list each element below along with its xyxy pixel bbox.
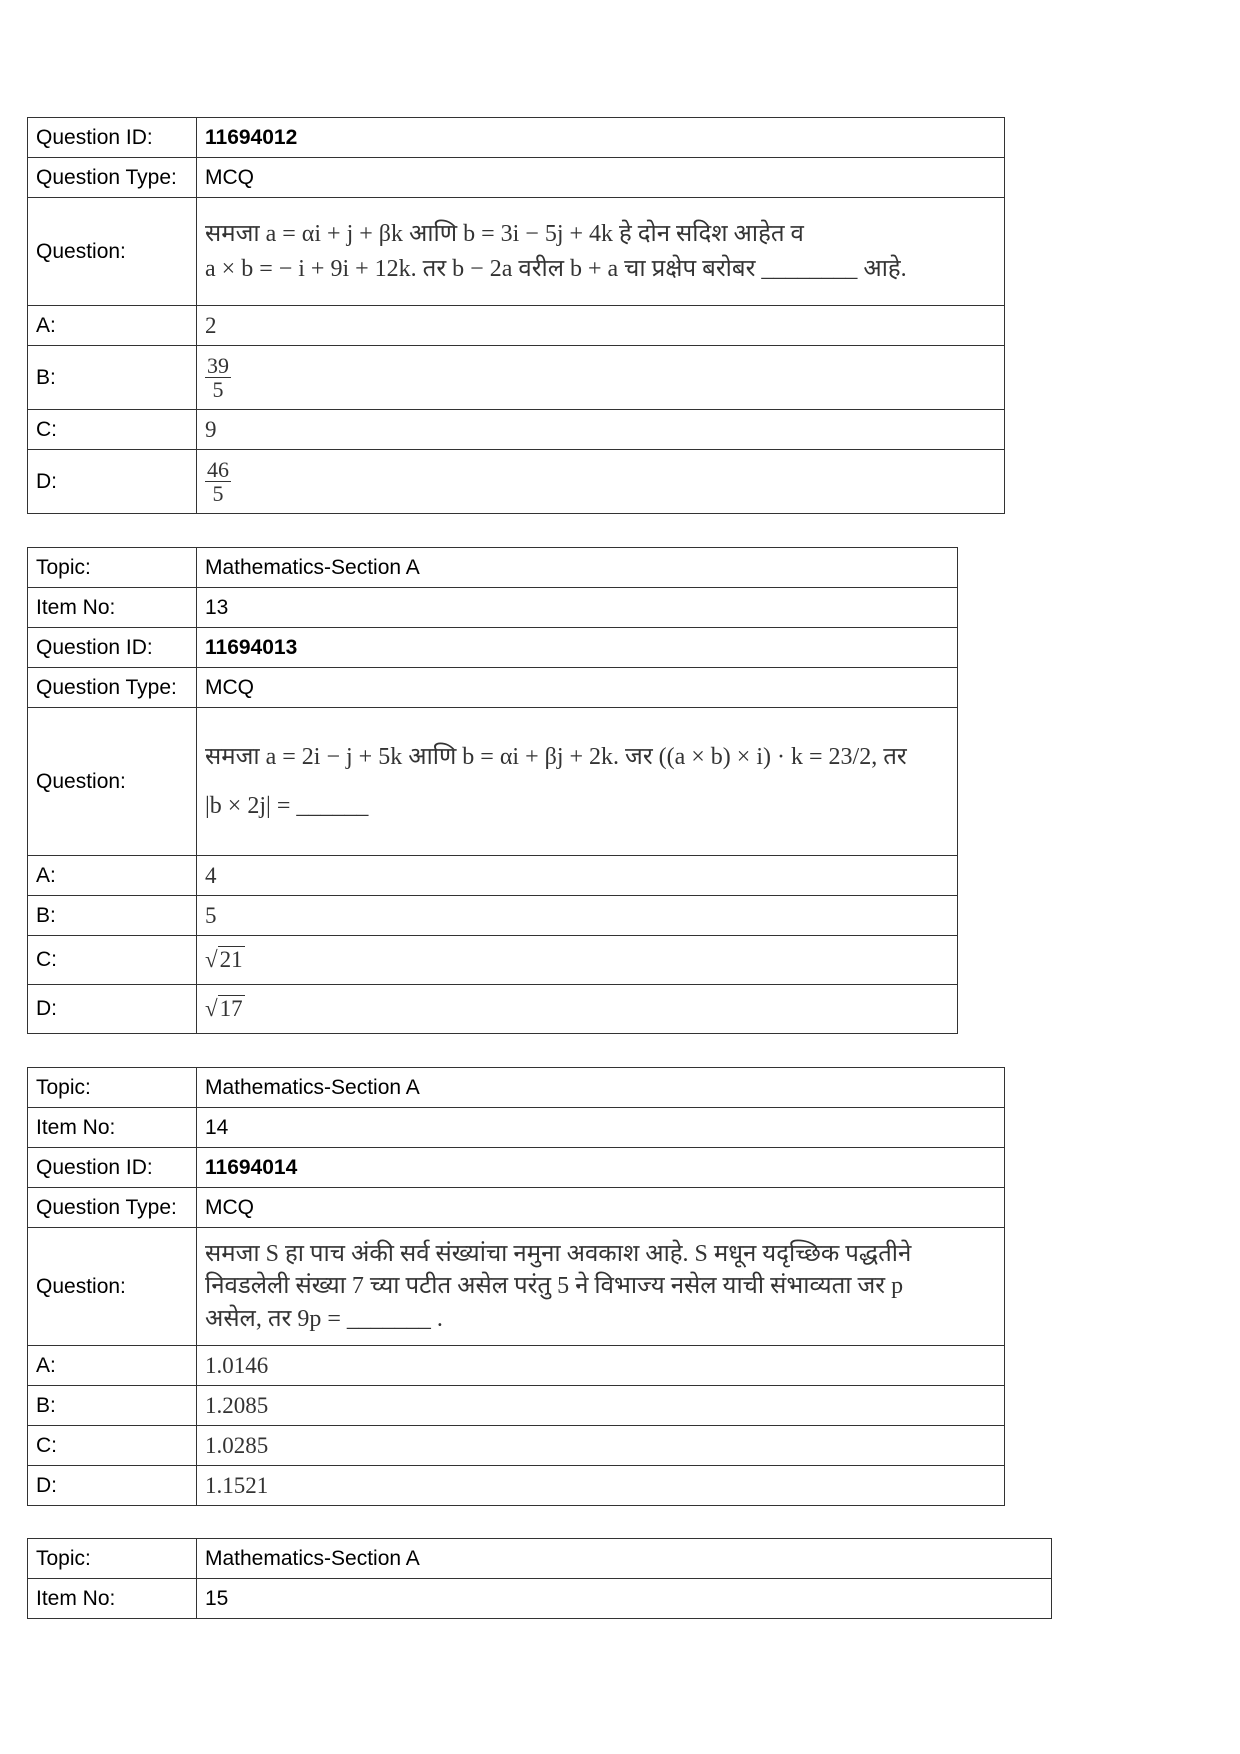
option-a-value: 4 — [197, 856, 958, 896]
question-table-12 — [27, 117, 1005, 514]
option-c-label: C: — [28, 936, 197, 985]
option-d-row — [28, 1466, 1005, 1506]
topic-row — [28, 1068, 1005, 1108]
option-a-row — [28, 856, 958, 896]
option-a-value: 1.0146 — [197, 1346, 1005, 1386]
option-d-label: D: — [28, 985, 197, 1034]
square-root: √21 — [205, 947, 243, 972]
option-b-label: B: — [28, 1386, 197, 1426]
option-d-row — [28, 450, 1005, 514]
question-label: Question: — [28, 708, 197, 856]
option-b-label: B: — [28, 896, 197, 936]
option-c-row — [28, 936, 958, 985]
question-table-14 — [27, 1067, 1005, 1506]
question-id-label: Question ID: — [28, 118, 197, 158]
option-c-value — [197, 936, 958, 985]
question-line-1: समजा a = 2i − j + 5k आणि b = αi + βj + 2k. जर ((a × b) × i) · k = 23/2, तर — [205, 743, 907, 770]
question-type-row — [28, 668, 958, 708]
question-type-label: Question Type: — [28, 668, 197, 708]
option-b-value: 1.2085 — [197, 1386, 1005, 1426]
item-no-label: Item No: — [28, 588, 197, 628]
topic-label: Topic: — [28, 1539, 197, 1579]
question-id-row — [28, 118, 1005, 158]
question-type-value: MCQ — [197, 158, 1005, 198]
question-type-value: MCQ — [197, 1188, 1005, 1228]
option-a-value: 2 — [197, 306, 1005, 346]
item-no-value: 15 — [197, 1579, 1052, 1619]
option-b-row — [28, 346, 1005, 410]
square-root: √17 — [205, 996, 243, 1021]
question-id-row — [28, 1148, 1005, 1188]
topic-value: Mathematics-Section A — [197, 1068, 1005, 1108]
question-row — [28, 1228, 1005, 1346]
option-d-value: 1.1521 — [197, 1466, 1005, 1506]
option-b-label: B: — [28, 346, 197, 410]
question-line-1: समजा S हा पाच अंकी सर्व संख्यांचा नमुना अवकाश आहे. S मधून यदृच्छिक पद्धतीने — [205, 1240, 912, 1267]
item-no-label: Item No: — [28, 1108, 197, 1148]
item-no-row — [28, 1108, 1005, 1148]
option-c-value: 9 — [197, 410, 1005, 450]
fraction — [205, 458, 231, 505]
question-id-value: 11694013 — [197, 628, 958, 668]
option-d-row — [28, 985, 958, 1034]
question-id-label: Question ID: — [28, 1148, 197, 1188]
fraction-numerator: 39 — [207, 352, 229, 378]
question-label: Question: — [28, 1228, 197, 1346]
question-line-3: असेल, तर 9p = _______ . — [205, 1305, 443, 1332]
option-c-label: C: — [28, 1426, 197, 1466]
topic-row — [28, 1539, 1052, 1579]
question-id-row — [28, 628, 958, 668]
fraction — [205, 354, 231, 401]
topic-value: Mathematics-Section A — [197, 548, 958, 588]
question-line-2: निवडलेली संख्या 7 च्या पटीत असेल परंतु 5 ने विभाज्य नसेल याची संभाव्यता जर p — [205, 1273, 904, 1300]
item-no-value: 14 — [197, 1108, 1005, 1148]
question-line-2: a × b = − i + 9i + 12k. तर b − 2a वरील b + a चा प्रक्षेप बरोबर ________ आहे. — [205, 255, 907, 282]
fraction-denominator: 5 — [212, 377, 224, 402]
option-d-value — [197, 985, 958, 1034]
option-a-row — [28, 306, 1005, 346]
question-table-15 — [27, 1538, 1052, 1619]
radicand: 21 — [219, 947, 243, 972]
topic-label: Topic: — [28, 1068, 197, 1108]
question-line-2: |b × 2j| = ______ — [205, 792, 369, 819]
topic-value: Mathematics-Section A — [197, 1539, 1052, 1579]
question-type-row — [28, 1188, 1005, 1228]
option-d-label: D: — [28, 1466, 197, 1506]
item-no-row — [28, 1579, 1052, 1619]
fraction-denominator: 5 — [212, 481, 224, 506]
item-no-value: 13 — [197, 588, 958, 628]
option-c-value: 1.0285 — [197, 1426, 1005, 1466]
question-id-value: 11694012 — [197, 118, 1005, 158]
option-b-value — [197, 346, 1005, 410]
option-c-row — [28, 1426, 1005, 1466]
question-table-13 — [27, 547, 958, 1034]
option-b-value: 5 — [197, 896, 958, 936]
question-type-label: Question Type: — [28, 1188, 197, 1228]
question-label: Question: — [28, 198, 197, 306]
option-c-row — [28, 410, 1005, 450]
question-line-1: समजा a = αi + j + βk आणि b = 3i − 5j + 4k हे दोन सदिश आहेत व — [205, 220, 804, 247]
option-d-value — [197, 450, 1005, 514]
option-a-label: A: — [28, 1346, 197, 1386]
radicand: 17 — [219, 996, 243, 1021]
item-no-label: Item No: — [28, 1579, 197, 1619]
question-id-label: Question ID: — [28, 628, 197, 668]
option-a-label: A: — [28, 306, 197, 346]
option-b-row — [28, 1386, 1005, 1426]
fraction-numerator: 46 — [207, 456, 229, 482]
option-d-label: D: — [28, 450, 197, 514]
question-text — [197, 198, 1005, 306]
topic-label: Topic: — [28, 548, 197, 588]
question-id-value: 11694014 — [197, 1148, 1005, 1188]
question-text — [197, 1228, 1005, 1346]
item-no-row — [28, 588, 958, 628]
question-type-value: MCQ — [197, 668, 958, 708]
option-c-label: C: — [28, 410, 197, 450]
option-a-row — [28, 1346, 1005, 1386]
question-row — [28, 198, 1005, 306]
question-type-row — [28, 158, 1005, 198]
topic-row — [28, 548, 958, 588]
question-row — [28, 708, 958, 856]
option-a-label: A: — [28, 856, 197, 896]
option-b-row — [28, 896, 958, 936]
question-text — [197, 708, 958, 856]
question-type-label: Question Type: — [28, 158, 197, 198]
